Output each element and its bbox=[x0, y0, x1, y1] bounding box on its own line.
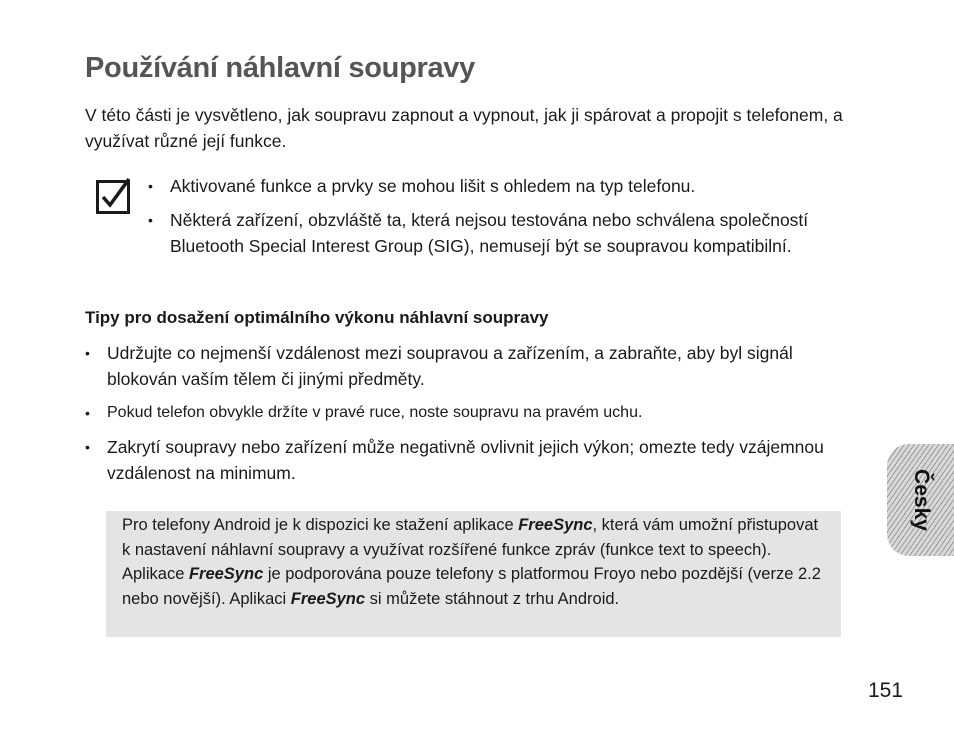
tip-item: • Pokud telefon obvykle držíte v pravé ruce, noste soupravu na pravém uchu. bbox=[85, 400, 855, 426]
info-text: si můžete stáhnout z trhu Android. bbox=[365, 589, 620, 608]
checkbox-check-icon bbox=[96, 178, 132, 214]
page-number: 151 bbox=[868, 679, 904, 702]
info-box bbox=[106, 511, 841, 637]
app-name: FreeSync bbox=[290, 589, 366, 608]
info-text: , která vám umožní přistupovat k nastavení náhlavní soupravy a využívat rozšířené funkce zpráv (funkce text to speech). Aplikace bbox=[122, 516, 819, 583]
intro-paragraph: V této části je vysvětleno, jak soupravu zapnout a vypnout, jak ji spárovat a propojit s telefonem, a využívat různé její funkce. bbox=[85, 105, 843, 151]
page-title: Používání náhlavní soupravy bbox=[85, 52, 475, 84]
note-item: • Aktivované funkce a prvky se mohou lišit s ohledem na typ telefonu. bbox=[148, 173, 838, 199]
app-name: FreeSync bbox=[188, 565, 264, 583]
tip-item: • Udržujte co nejmenší vzdálenost mezi soupravou a zařízením, a zabraňte, aby byl signál blokován vaším tělem či jinými předměty. bbox=[85, 340, 855, 392]
tip-item: • Zakrytí soupravy nebo zařízení může negativně ovlivnit jejich výkon; omezte tedy vzájemnou vzdálenost na minimum. bbox=[85, 434, 855, 486]
note-list bbox=[148, 173, 838, 267]
language-tab bbox=[887, 444, 954, 556]
tips-list bbox=[85, 340, 855, 494]
note-item: • Některá zařízení, obzvláště ta, která nejsou testována nebo schválena společností Bluetooth Special Interest Group (SIG), nemusejí být se soupravou kompatibilní. bbox=[148, 207, 838, 259]
tips-heading: Tipy pro dosažení optimálního výkonu náhlavní soupravy bbox=[85, 308, 549, 327]
info-text: Pro telefony Android je k dispozici ke stažení aplikace bbox=[122, 516, 519, 534]
language-label: Česky bbox=[910, 469, 933, 531]
info-text: je podporována pouze telefony s platformou Froyo nebo pozdější (verze 2.2 nebo novější). Aplikaci bbox=[122, 565, 821, 608]
app-name: FreeSync bbox=[518, 516, 593, 534]
